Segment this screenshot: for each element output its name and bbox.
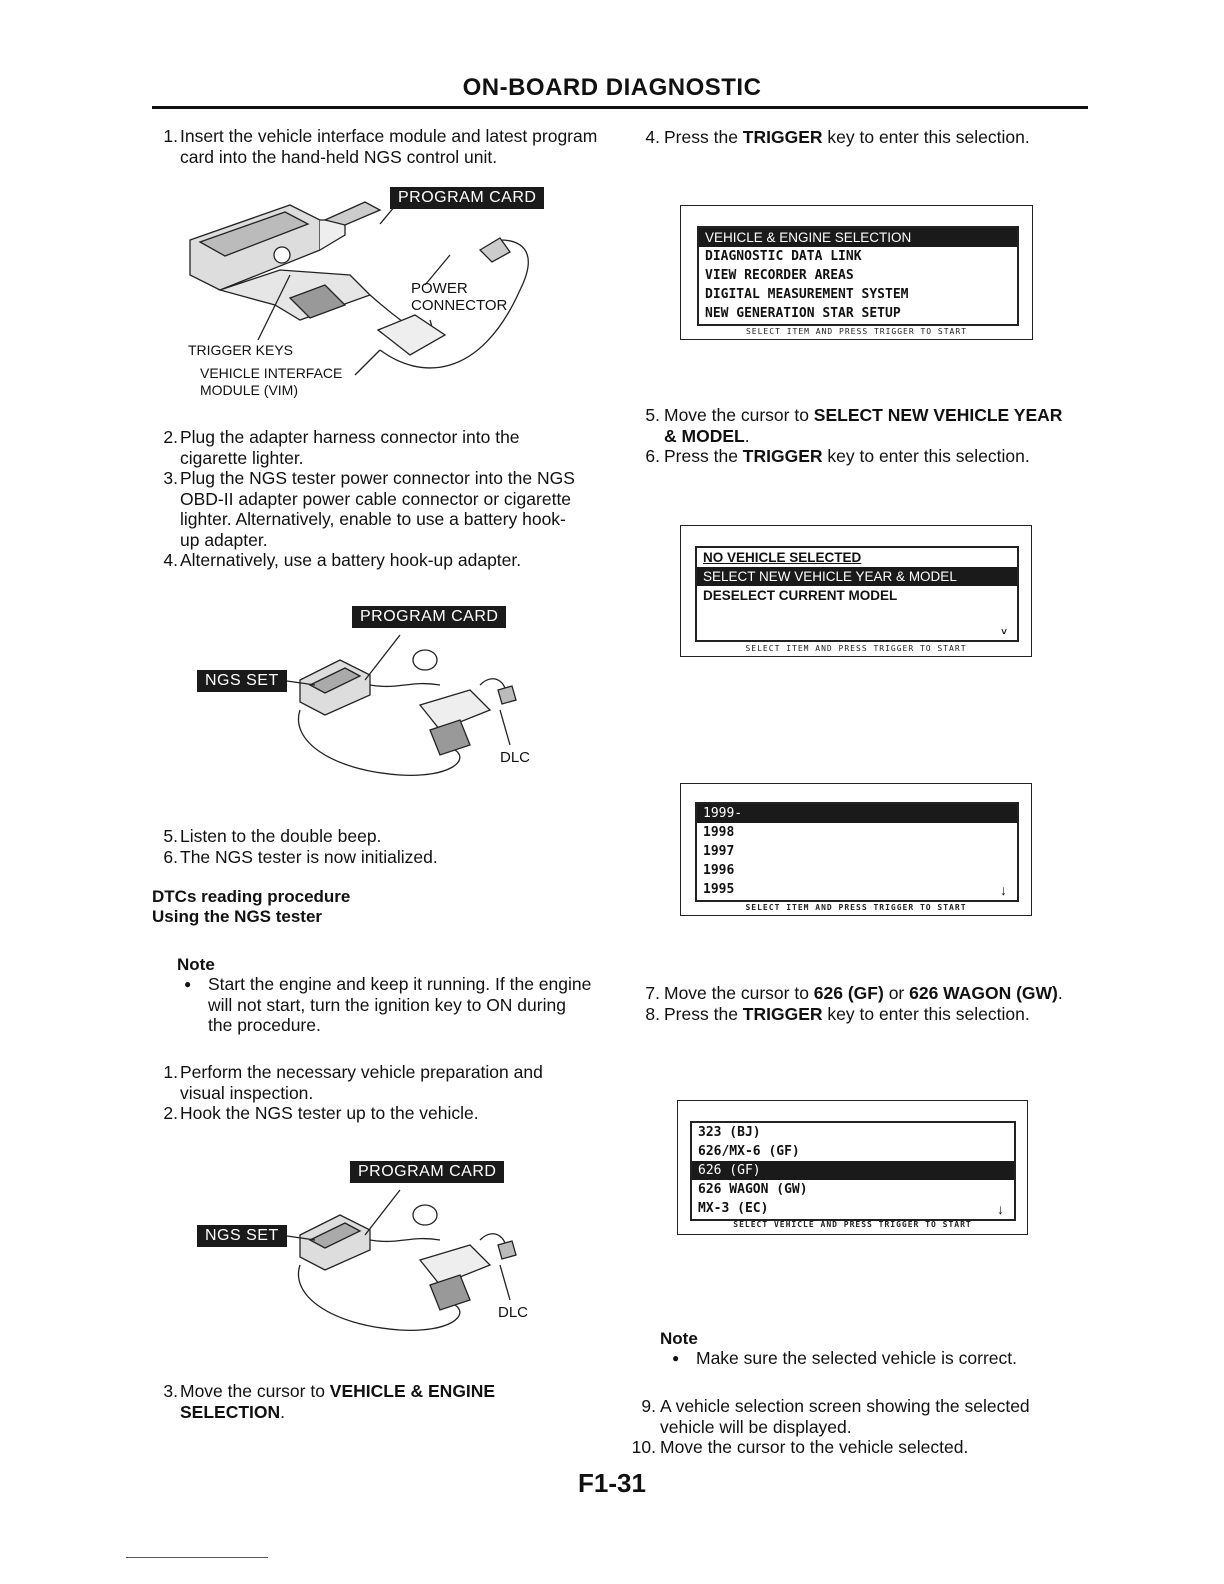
step-mid: or bbox=[883, 983, 910, 1003]
trigger-keys-label: TRIGGER KEYS bbox=[188, 342, 294, 358]
step-number: 9. bbox=[641, 1396, 656, 1416]
step-number: 5. bbox=[163, 826, 178, 846]
model-item-selected[interactable]: 626 (GF) bbox=[692, 1161, 1014, 1180]
left-steps-prep bbox=[150, 1062, 580, 1124]
step-suffix: key to enter this selection. bbox=[822, 127, 1030, 147]
step-suffix: . bbox=[280, 1401, 286, 1422]
step-number: 3. bbox=[163, 468, 178, 488]
step-suffix: . bbox=[1057, 983, 1063, 1003]
ngs-screen-model-select bbox=[677, 1100, 1028, 1235]
step-bold: SELECT NEW VEHICLE YEAR & MODEL bbox=[664, 405, 1063, 446]
left-step-3-cursor bbox=[150, 1381, 550, 1422]
ngs-screen-vehicle-select bbox=[680, 525, 1032, 657]
note-item bbox=[180, 974, 592, 1036]
screen-footer: SELECT ITEM AND PRESS TRIGGER TO START bbox=[745, 327, 968, 336]
scroll-down-icon[interactable]: ˅ bbox=[1001, 627, 1007, 638]
step-text: Hook the NGS tester up to the vehicle. bbox=[180, 1103, 479, 1123]
step-text bbox=[664, 446, 1078, 467]
header-rule bbox=[152, 106, 1088, 109]
step-text bbox=[180, 1381, 550, 1422]
subheading-prefix: Using the bbox=[152, 907, 235, 926]
model-item[interactable]: 323 (BJ) bbox=[698, 1125, 761, 1140]
step-suffix: . bbox=[744, 425, 750, 446]
step-text: Move the cursor to the vehicle selected. bbox=[660, 1437, 969, 1457]
step-text: A vehicle selection screen showing the selected vehicle will be displayed. bbox=[660, 1396, 1030, 1437]
section-subheading bbox=[152, 907, 322, 927]
step-prefix: Move the cursor to bbox=[180, 1381, 330, 1401]
step-bold: 626 (GF) bbox=[813, 983, 884, 1003]
screen-model-list bbox=[690, 1121, 1016, 1221]
scroll-down-icon[interactable]: ↓ bbox=[997, 1201, 1004, 1217]
step-text: Alternatively, use a battery hook-up adapter. bbox=[180, 550, 522, 570]
step-text: Listen to the double beep. bbox=[180, 826, 382, 846]
ngs-screen-year-select bbox=[680, 783, 1032, 916]
screen-menu-list bbox=[695, 546, 1019, 642]
note-title-2: Note bbox=[660, 1329, 698, 1348]
step-text bbox=[664, 405, 1078, 446]
menu-item[interactable]: DIGITAL MEASUREMENT SYSTEM bbox=[705, 287, 909, 302]
step-prefix: Press the bbox=[664, 127, 743, 147]
step-bold: 626 WAGON (GW) bbox=[909, 983, 1058, 1003]
step-number: 2. bbox=[163, 427, 178, 447]
step-prefix: Press the bbox=[664, 446, 743, 466]
step-number: 8. bbox=[645, 1003, 660, 1024]
vim-label-2: MODULE (VIM) bbox=[200, 382, 298, 398]
ngs-set-tag: NGS SET bbox=[197, 670, 287, 692]
screen-menu-list bbox=[697, 226, 1019, 326]
screen-year-list bbox=[695, 802, 1019, 902]
step-bold: TRIGGER bbox=[742, 446, 823, 466]
step-number: 7. bbox=[645, 983, 660, 1003]
step-text: Plug the NGS tester power connector into the NGS OBD-II adapter power cable connector or cigarette lighter. Alternatively, enable to use a battery hook-up adapter. bbox=[180, 468, 575, 550]
ngs-connection-figure bbox=[270, 630, 530, 780]
screen-footer: SELECT ITEM AND PRESS TRIGGER TO START bbox=[745, 644, 967, 653]
step-bold: TRIGGER bbox=[742, 127, 823, 147]
step-bold: VEHICLE & ENGINE SELECTION bbox=[180, 1381, 496, 1422]
menu-item[interactable]: NO VEHICLE SELECTED bbox=[703, 550, 862, 565]
step-number: 5. bbox=[645, 405, 660, 425]
section-heading: DTCs reading procedure bbox=[152, 887, 351, 906]
model-item[interactable]: 626 WAGON (GW) bbox=[698, 1182, 808, 1197]
model-item[interactable]: 626/MX-6 (GF) bbox=[698, 1144, 800, 1159]
right-step-4 bbox=[638, 127, 1078, 148]
step-number: 3. bbox=[163, 1381, 178, 1401]
step-text bbox=[664, 1004, 1078, 1025]
step-bold: TRIGGER bbox=[742, 1003, 823, 1024]
step-number: 4. bbox=[645, 127, 660, 147]
note-item-2 bbox=[668, 1348, 1088, 1369]
step-text: Perform the necessary vehicle preparation and visual inspection. bbox=[180, 1062, 543, 1103]
scroll-down-icon[interactable]: ↓ bbox=[1000, 882, 1007, 898]
year-item[interactable]: 1995 bbox=[703, 882, 735, 897]
bullet-icon: ● bbox=[672, 1351, 680, 1365]
page-number: F1-31 bbox=[578, 1468, 646, 1498]
right-steps-5-6 bbox=[638, 405, 1078, 467]
step-prefix: Move the cursor to bbox=[664, 983, 814, 1003]
menu-item[interactable]: DESELECT CURRENT MODEL bbox=[703, 588, 898, 603]
step-number: 4. bbox=[163, 550, 178, 570]
ngs-screen-main-menu bbox=[680, 205, 1033, 340]
step-text: Insert the vehicle interface module and latest program card into the hand-held NGS control unit. bbox=[180, 126, 598, 167]
year-item[interactable]: 1998 bbox=[703, 825, 735, 840]
step-prefix: Move the cursor to bbox=[664, 405, 814, 425]
step-text: The NGS tester is now initialized. bbox=[180, 846, 438, 867]
step-text bbox=[664, 127, 1078, 148]
dlc-label: DLC bbox=[500, 749, 531, 766]
step-prefix: Press the bbox=[664, 1003, 743, 1024]
dlc-label-2: DLC bbox=[498, 1304, 529, 1321]
step-suffix: key to enter this selection. bbox=[822, 446, 1030, 466]
program-card-tag-2: PROGRAM CARD bbox=[352, 606, 506, 628]
vim-label: VEHICLE INTERFACE bbox=[200, 365, 343, 381]
screen-footer: SELECT ITEM AND PRESS TRIGGER TO START bbox=[745, 903, 967, 912]
note-text: Start the engine and keep it running. If the engine will not start, turn the ignition key to ON during the procedure. bbox=[208, 974, 592, 1035]
note-text: Make sure the selected vehicle is correct. bbox=[696, 1348, 1017, 1368]
model-item[interactable]: MX-3 (EC) bbox=[698, 1201, 769, 1216]
ngs-set-tag-2: NGS SET bbox=[197, 1225, 287, 1247]
screen-footer: SELECT VEHICLE AND PRESS TRIGGER TO START bbox=[733, 1220, 972, 1229]
step-number: 1. bbox=[163, 126, 178, 146]
program-card-tag-3: PROGRAM CARD bbox=[350, 1161, 504, 1183]
year-item[interactable]: 1997 bbox=[703, 844, 735, 859]
left-steps-2-4 bbox=[150, 427, 580, 571]
page-title: ON-BOARD DIAGNOSTIC bbox=[462, 74, 762, 101]
left-steps-5-6 bbox=[150, 826, 580, 867]
step-number: 2. bbox=[163, 1103, 178, 1123]
step-suffix: key to enter this selection. bbox=[822, 1003, 1030, 1024]
year-item-selected[interactable]: 1999- bbox=[697, 804, 1017, 823]
year-item[interactable]: 1996 bbox=[703, 863, 735, 878]
step-number: 1. bbox=[163, 1062, 178, 1082]
menu-item[interactable]: DIAGNOSTIC DATA LINK bbox=[705, 249, 862, 264]
step-number: 6. bbox=[163, 846, 178, 867]
menu-item-selected[interactable]: VEHICLE & ENGINE SELECTION bbox=[699, 228, 1017, 247]
program-card-tag: PROGRAM CARD bbox=[390, 187, 544, 209]
right-steps-7-8 bbox=[638, 983, 1078, 1024]
menu-item[interactable]: VIEW RECORDER AREAS bbox=[705, 268, 854, 283]
note-title: Note bbox=[177, 955, 215, 974]
left-step-1 bbox=[150, 126, 610, 167]
footer-line bbox=[126, 1557, 268, 1558]
step-text bbox=[664, 983, 1078, 1004]
subheading-bold: NGS tester bbox=[234, 907, 323, 926]
step-number: 10. bbox=[631, 1437, 656, 1457]
right-steps-9-10 bbox=[626, 1396, 1066, 1458]
menu-item-selected[interactable]: SELECT NEW VEHICLE YEAR & MODEL bbox=[697, 567, 1017, 586]
menu-item[interactable]: NEW GENERATION STAR SETUP bbox=[705, 306, 901, 321]
power-connector-label: POWER bbox=[411, 280, 468, 297]
ngs-connection-figure-2 bbox=[270, 1185, 530, 1335]
bullet-icon: ● bbox=[184, 977, 192, 991]
step-text: Plug the adapter harness connector into the cigarette lighter. bbox=[180, 427, 520, 468]
step-number: 6. bbox=[645, 446, 660, 466]
power-connector-label-2: CONNECTOR bbox=[411, 297, 508, 314]
